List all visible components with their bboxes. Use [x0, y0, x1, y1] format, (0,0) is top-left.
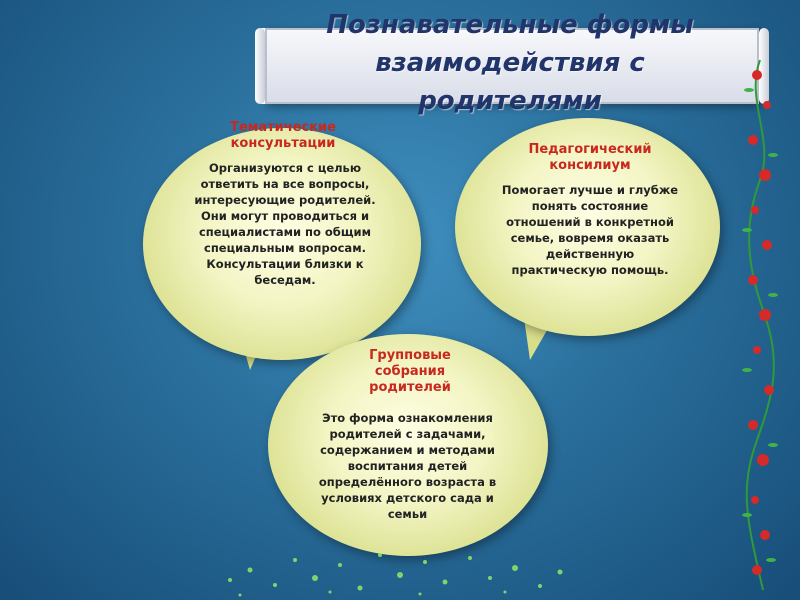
page-title: Познавательные формы взаимодействия с родителями — [326, 10, 694, 116]
green-sparkles-decoration — [220, 520, 580, 600]
bubble-meetings-text: Это форма ознакомления родителей с задачами, содержанием и методами воспитания детей определённого возраста в условиях детского сада и семьи — [318, 411, 497, 521]
bubble-thematic-heading: Тематические консультации — [230, 120, 336, 151]
bubble-council-heading: Педагогический консилиум — [528, 142, 652, 173]
bubble-meetings-heading: Групповые собрания родителей — [369, 348, 451, 395]
bubble-council-text: Помогает лучше и глубже понять состояние отношений в конкретной семье, вовремя оказать действенную практическую помощь. — [501, 183, 679, 277]
bubble-thematic-text: Организуются с целью ответить на все вопросы, интересующие родителей. Они могут проводиться и специалистами по общим специальным вопросам. Консультации близки к беседам. — [194, 161, 376, 287]
floral-vine-decoration — [735, 60, 785, 590]
